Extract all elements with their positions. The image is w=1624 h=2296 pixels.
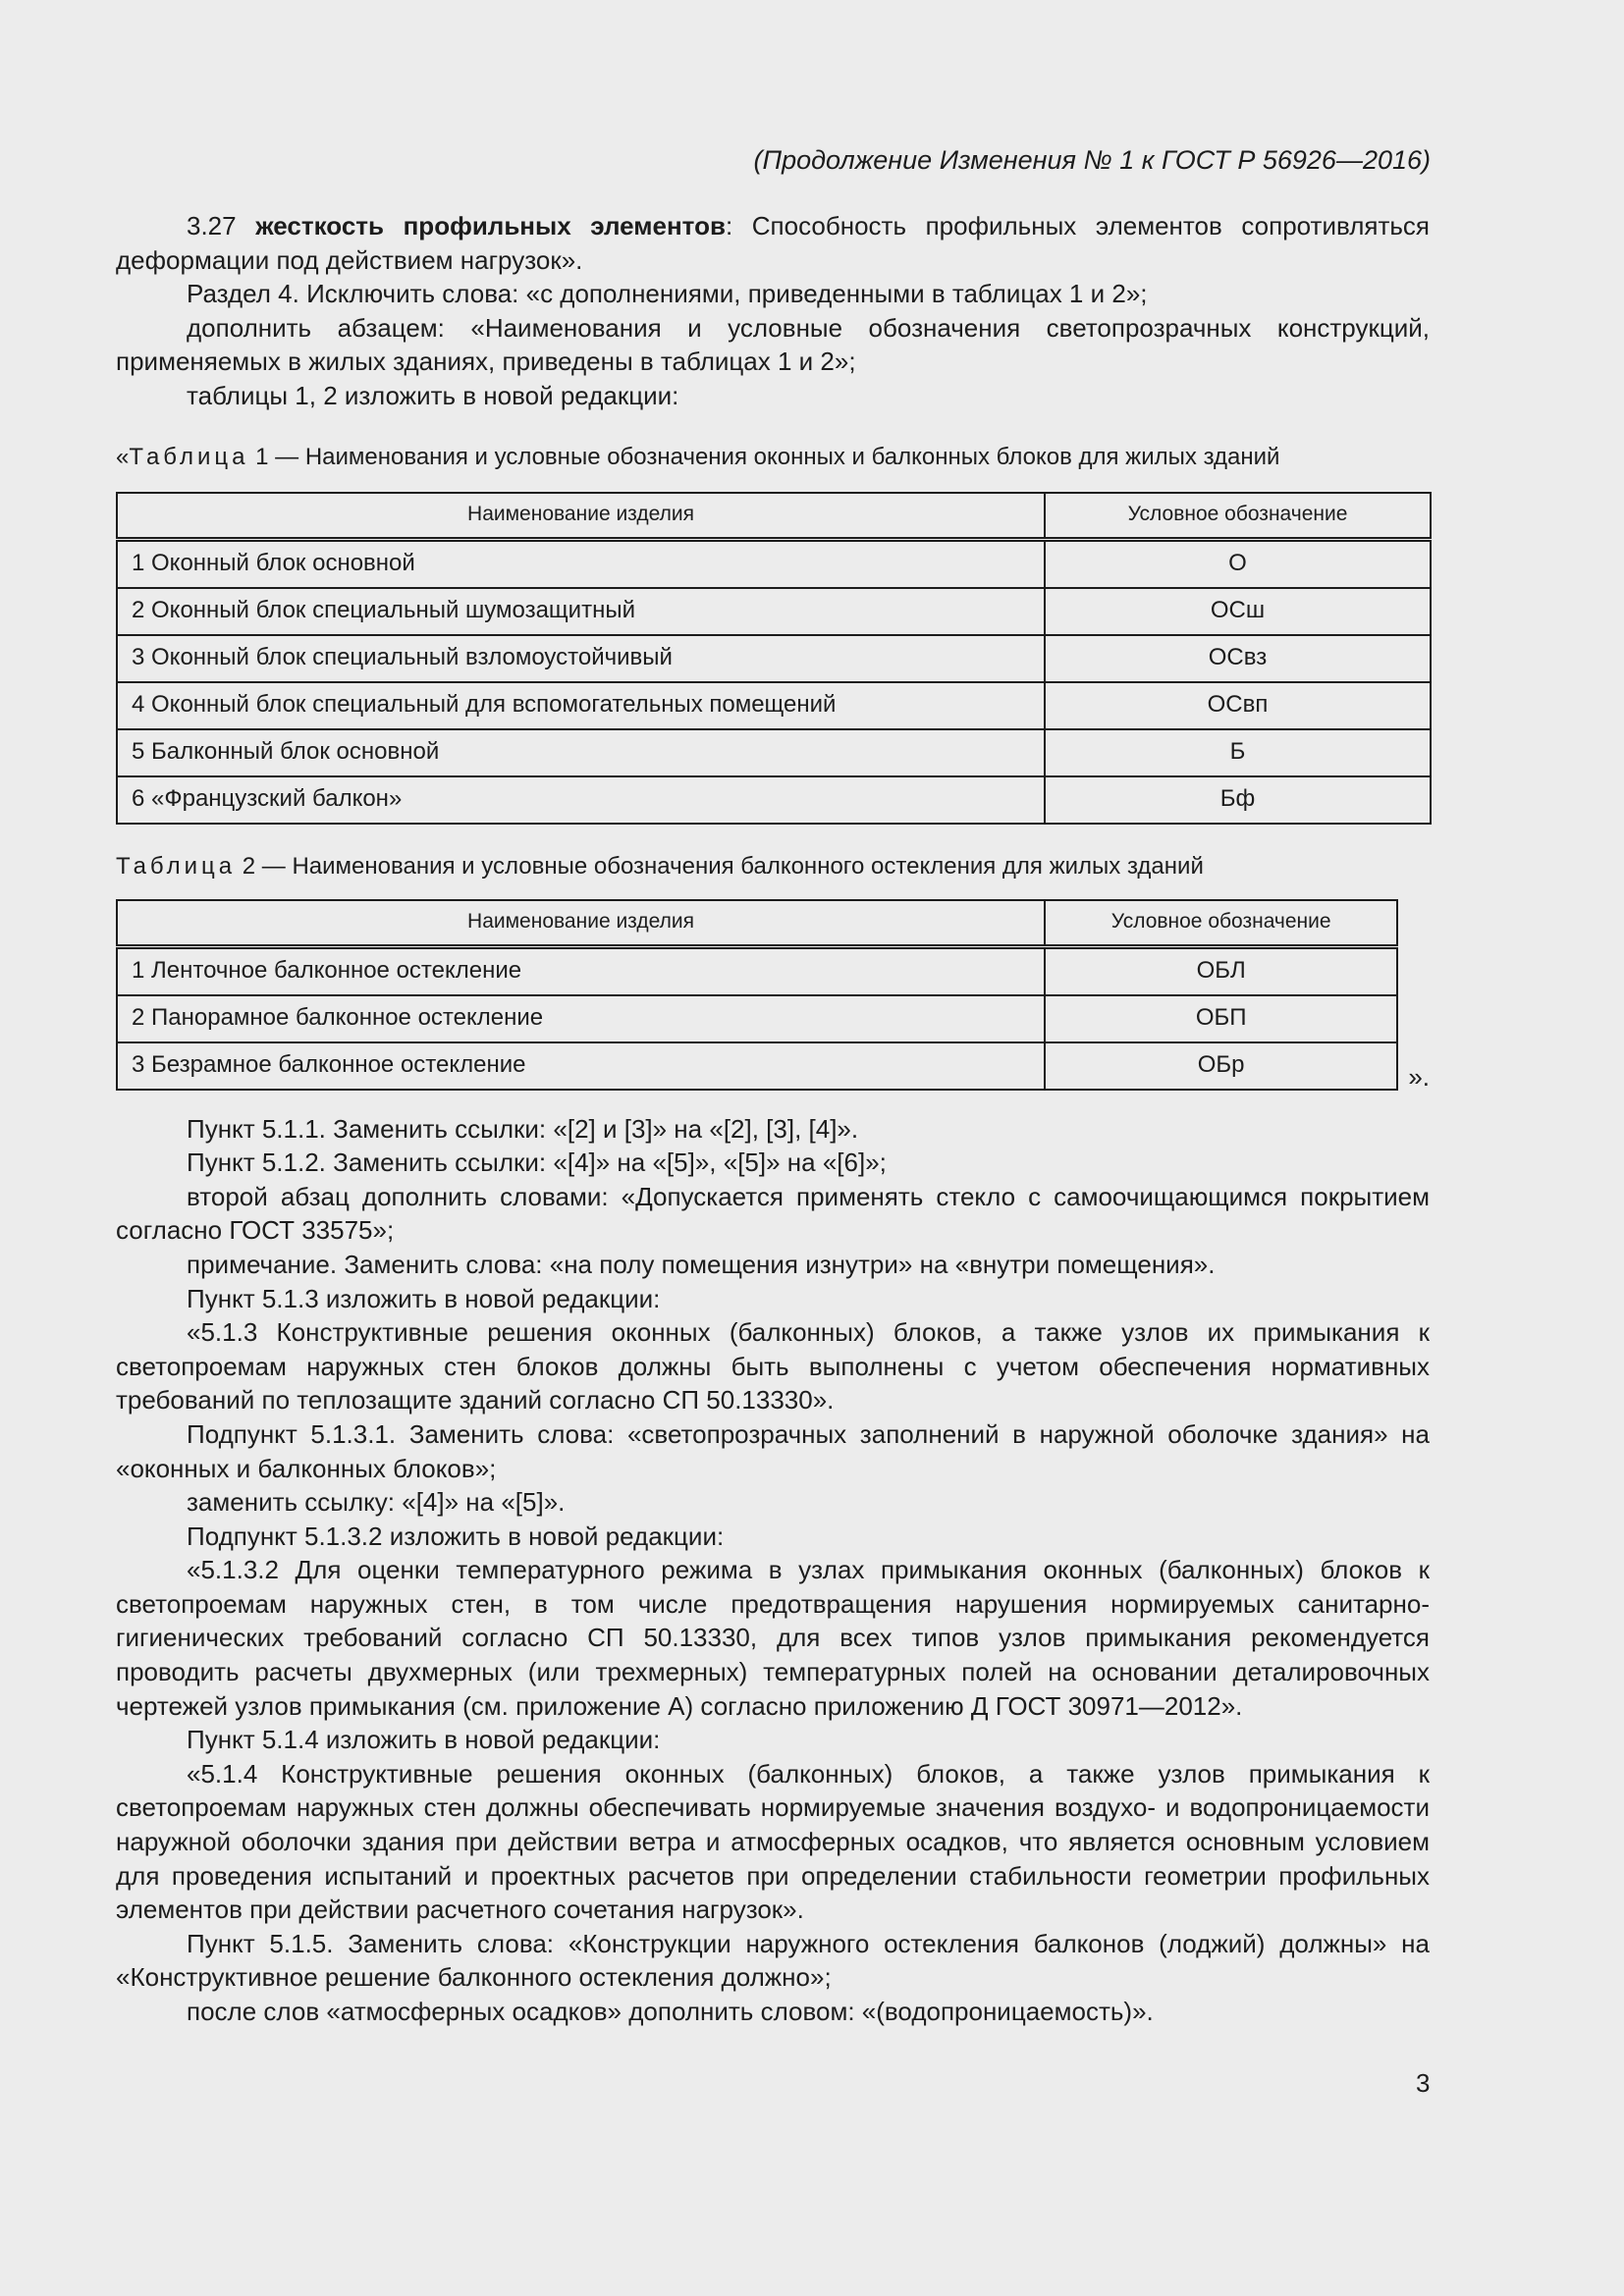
paragraph: «5.1.4 Конструктивные решения оконных (балконных) блоков, а также узлов примыкания к светопроемам наружных стен должны обеспечивать нормируемые значения воздухо- и водопроницаемости наружной оболочки здания при действии ветра и атмосферных осадков, что является основным условием для проведения испытаний и проектных расчетов при определении стабильности геометрии профильных элементов при действии расчетного сочетания нагрузок». [116, 1758, 1430, 1925]
term-definition [116, 209, 1430, 277]
paragraph: «5.1.3 Конструктивные решения оконных (балконных) блоков, а также узлов их примыкания к светопроемам наружных стен блоков должны быть выполнены с учетом обеспечения нормативных требований по теплозащите зданий согласно СП 50.13330». [116, 1317, 1430, 1415]
product-name: 2 Панорамное балконное остекление [117, 995, 1045, 1042]
table-row [117, 946, 1397, 995]
table1-title: 1 — Наименования и условные обозначения оконных и балконных блоков для жилых зданий [248, 443, 1280, 470]
amendment-paragraphs [116, 1112, 1430, 2029]
tables-new-paragraph: таблицы 1, 2 изложить в новой редакции: [187, 380, 679, 410]
table-row [117, 588, 1431, 635]
product-code: Б [1045, 729, 1431, 776]
product-name: 1 Ленточное балконное остекление [117, 946, 1045, 995]
document-header: (Продолжение Изменения № 1 к ГОСТ Р 56926—2016) [753, 145, 1431, 175]
term-text: : Способность профильных элементов сопротивляться деформации под действием нагрузок». [116, 211, 1430, 275]
product-code: ОБЛ [1045, 946, 1397, 995]
product-name: 3 Безрамное балконное остекление [117, 1042, 1045, 1090]
product-code: ОБр [1045, 1042, 1397, 1090]
product-name: 3 Оконный блок специальный взломоустойчивый [117, 635, 1045, 682]
table2-wrapper [116, 899, 1430, 1091]
paragraph: Пункт 5.1.2. Заменить ссылки: «[4]» на «[5]», «[5]» на «[6]»; [187, 1148, 887, 1178]
paragraph: Пункт 5.1.5. Заменить слова: «Конструкции наружного остекления балконов (лоджий) должны» на «Конструктивное решение балконного остекления должно»; [116, 1928, 1430, 1993]
table-row [117, 995, 1397, 1042]
section4-paragraph: Раздел 4. Исключить слова: «с дополнениями, приведенными в таблицах 1 и 2»; [187, 279, 1148, 309]
product-name: 5 Балконный блок основной [117, 729, 1045, 776]
document-body [116, 209, 1430, 2029]
table1 [116, 492, 1432, 825]
table-row [117, 539, 1431, 588]
paragraph: примечание. Заменить слова: «на полу помещения изнутри» на «внутри помещения». [187, 1249, 1216, 1279]
paragraph: второй абзац дополнить словами: «Допускается применять стекло с самоочищающимся покрытием согласно ГОСТ 33575»; [116, 1181, 1430, 1246]
table2 [116, 899, 1398, 1091]
paragraph: Пункт 5.1.4 изложить в новой редакции: [187, 1725, 661, 1755]
product-name: 2 Оконный блок специальный шумозащитный [117, 588, 1045, 635]
product-code: Бф [1045, 776, 1431, 824]
table1-header-name: Наименование изделия [117, 493, 1045, 540]
term-number: 3.27 [187, 211, 237, 240]
table1-caption [116, 443, 1430, 472]
product-name: 4 Оконный блок специальный для вспомогательных помещений [117, 682, 1045, 729]
table2-title: 2 — Наименования и условные обозначения балконного остекления для жилых зданий [236, 852, 1204, 880]
table-row [117, 682, 1431, 729]
page-number: 3 [1416, 2068, 1431, 2098]
table1-label: Таблица [129, 443, 249, 470]
paragraph: Пункт 5.1.3 изложить в новой редакции: [187, 1283, 661, 1313]
paragraph: Подпункт 5.1.3.2 изложить в новой редакции: [187, 1521, 725, 1551]
paragraph: Пункт 5.1.1. Заменить ссылки: «[2] и [3]» на «[2], [3], [4]». [187, 1113, 859, 1144]
paragraph: Подпункт 5.1.3.1. Заменить слова: «светопрозрачных заполнений в наружной оболочке здания» на «оконных и балконных блоков»; [116, 1418, 1430, 1483]
paragraph: заменить ссылку: «[4]» на «[5]». [187, 1487, 566, 1518]
product-code: О [1045, 539, 1431, 588]
product-name: 1 Оконный блок основной [117, 539, 1045, 588]
table2-header-code: Условное обозначение [1045, 900, 1397, 947]
table1-prefix: « [116, 443, 130, 470]
product-code: ОСш [1045, 588, 1431, 635]
product-code: ОБП [1045, 995, 1397, 1042]
table2-header-name: Наименование изделия [117, 900, 1045, 947]
paragraph: после слов «атмосферных осадков» дополнить словом: «(водопроницаемость)». [187, 1997, 1154, 2026]
table2-label: Таблица [116, 852, 237, 880]
table2-end-mark: ». [1408, 1061, 1430, 1092]
table-row [117, 635, 1431, 682]
table2-caption [116, 852, 1430, 881]
product-name: 6 «Французский балкон» [117, 776, 1045, 824]
table-row [117, 729, 1431, 776]
table-row [117, 776, 1431, 824]
table-row [117, 1042, 1397, 1090]
product-code: ОСвз [1045, 635, 1431, 682]
term-name: жесткость профильных элементов [255, 211, 726, 240]
add-paragraph: дополнить абзацем: «Наименования и условные обозначения светопрозрачных конструкций, применяемых в жилых зданиях, приведены в таблицах 1 и 2»; [116, 312, 1430, 377]
table1-header-code: Условное обозначение [1045, 493, 1431, 540]
product-code: ОСвп [1045, 682, 1431, 729]
paragraph: «5.1.3.2 Для оценки температурного режима в узлах примыкания оконных (балконных) блоков к светопроемам наружных стен, в том числе предотвращения нарушения нормируемых санитарно-гигиенических требований согласно СП 50.13330, для всех типов узлов примыкания рекомендуется проводить расчеты двухмерных (или трехмерных) температурных полей на основании деталировочных чертежей узлов примыкания (см. приложение А) согласно приложению Д ГОСТ 30971—2012». [116, 1555, 1430, 1721]
